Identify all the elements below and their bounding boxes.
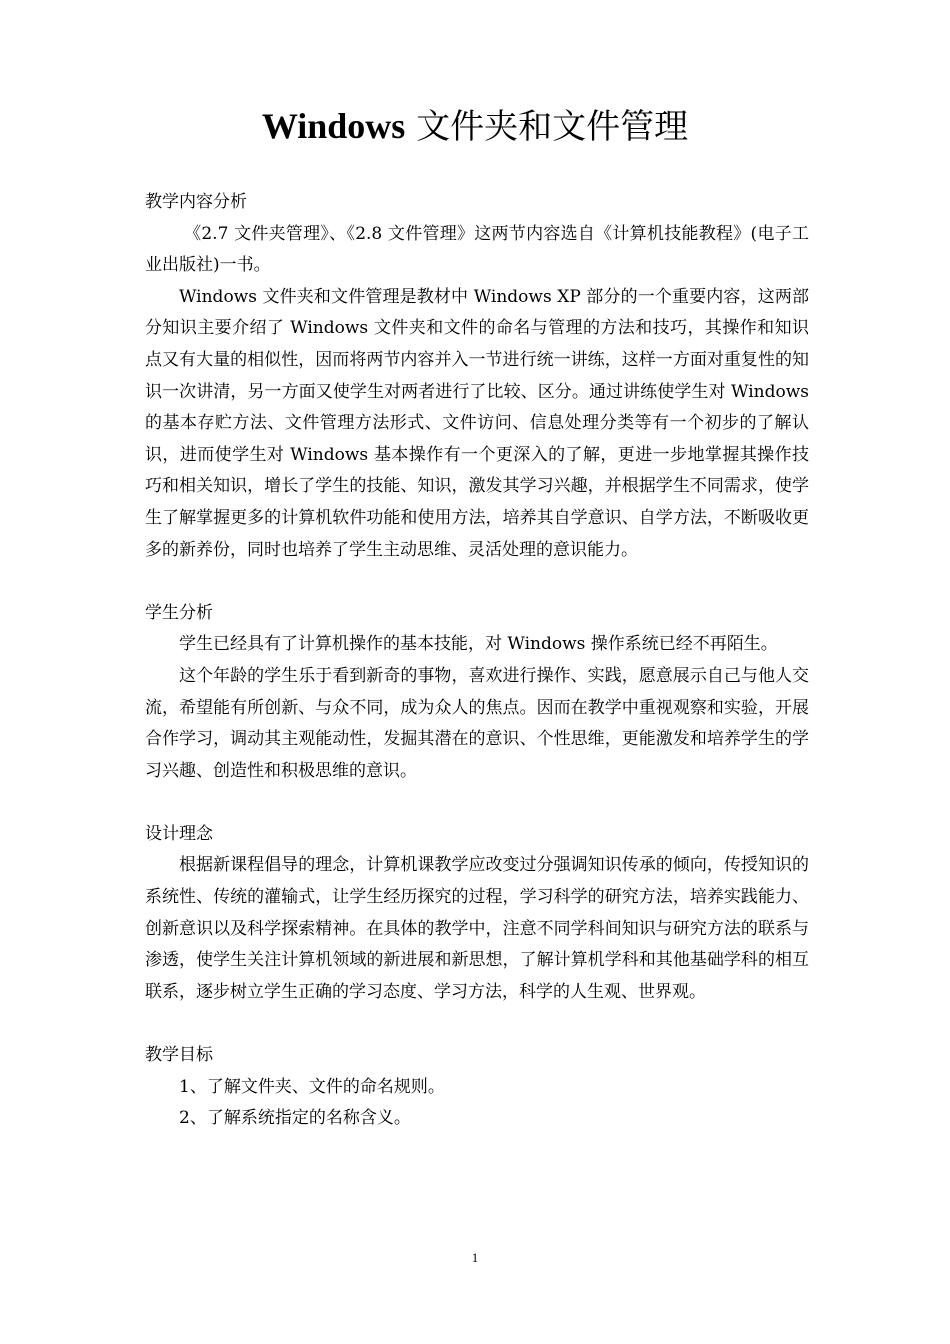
page-number: 1 xyxy=(471,1250,479,1265)
section-heading: 学生分析 xyxy=(145,602,213,623)
paragraph: 这个年龄的学生乐于看到新奇的事物，喜欢进行操作、实践，愿意展示自己与他人交流，希望能有所创新、与众不同，成为众人的焦点。因而在教学中重视观察和实验，开展合作学习，调动其主观能动性，发掘其潜在的意识、个性思维，更能激发和培养学生的学习兴趣、创造性和积极思维的意识。 xyxy=(145,665,809,781)
section-heading: 教学内容分析 xyxy=(145,192,247,212)
document-body xyxy=(145,187,809,1135)
paragraph: Windows 文件夹和文件管理是教材中 Windows XP 部分的一个重要内容，这两部分知识主要介绍了 Windows 文件夹和文件的命名与管理的方法和技巧，其操作和知识点又有大量的相似性，因而将两节内容并入一节进行统一讲练，这样一方面对重复性的知识一次讲清，另一方面又使学生对两者进行了比较、区分。通过讲练使学生对 Windows 的基本存贮方法、文件管理方法形式、文件访问、信息处理分类等有一个初步的了解认识，进而使学生对 Windows 基本操作有一个更深入的了解，更进一步地掌握其操作技巧和相关知识，增长了学生的技能、知识，激发其学习兴趣，并根据学生不同需求，使学生了解掌握更多的计算机软件功能和使用方法，培养其自学意识、自学方法，不断吸收更多的新养份，同时也培养了学生主动思维、灵活处理的意识能力。 xyxy=(145,286,809,560)
document-title xyxy=(0,100,950,153)
section-student-analysis xyxy=(145,598,809,788)
paragraph: 《2.7 文件夹管理》、《2.8 文件管理》这两节内容选自《计算机技能教程》(电子工业出版社)一书。 xyxy=(145,223,809,276)
section-teaching-goals xyxy=(145,1040,809,1135)
section-teaching-content-analysis xyxy=(145,187,809,566)
document-title-latin: Windows xyxy=(261,106,406,146)
paragraph: 学生已经具有了计算机操作的基本技能，对 Windows 操作系统已经不再陌生。 xyxy=(179,634,778,655)
section-design-concept xyxy=(145,819,809,1009)
section-heading: 教学目标 xyxy=(145,1045,213,1066)
document-title-rest: 文件夹和文件管理 xyxy=(405,107,689,147)
section-heading: 设计理念 xyxy=(145,823,213,844)
list-item: 2、了解系统指定的名称含义。 xyxy=(179,1108,411,1129)
list-item: 1、了解文件夹、文件的命名规则。 xyxy=(179,1076,445,1097)
paragraph: 根据新课程倡导的理念，计算机课教学应改变过分强调知识传承的倾向，传授知识的系统性、传统的灌输式，让学生经历探究的过程，学习科学的研究方法，培养实践能力、创新意识以及科学探索精神。在具体的教学中，注意不同学科间知识与研究方法的联系与渗透，使学生关注计算机领域的新进展和新思想，了解计算机学科和其他基础学科的相互联系，逐步树立学生正确的学习态度、学习方法，科学的人生观、世界观。 xyxy=(145,855,809,1002)
